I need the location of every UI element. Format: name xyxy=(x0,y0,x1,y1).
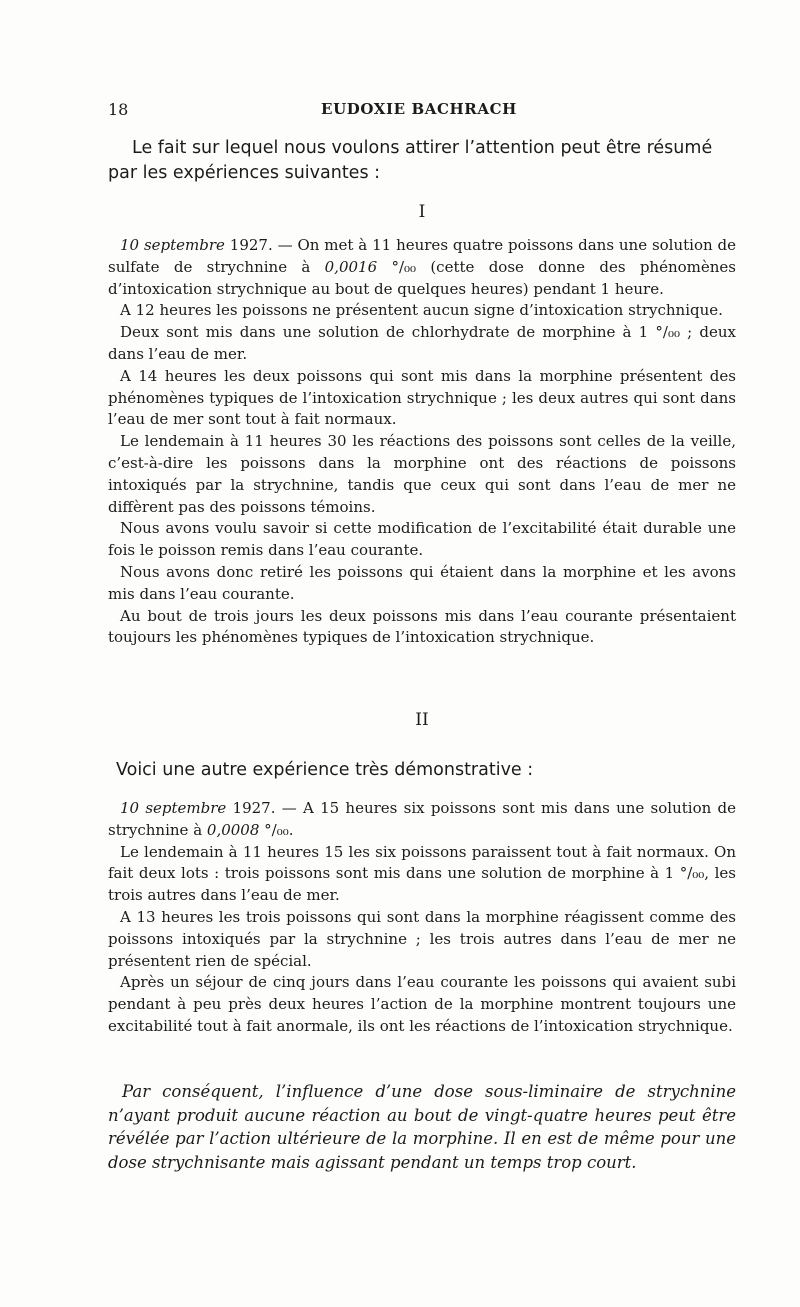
page-number: 18 xyxy=(108,100,129,119)
section-2-body xyxy=(108,798,736,1038)
section-1-body xyxy=(108,235,736,649)
paragraph: A 13 heures les trois poissons qui sont dans la morphine réagissent comme des poissons intoxiqués par la strychnine ; les trois autres dans l’eau de mer ne présentent rien de spécial. xyxy=(108,907,736,970)
dose-value: 0,0016 xyxy=(324,257,378,276)
paragraph: Nous avons donc retiré les poissons qui étaient dans la morphine et les avons mis dans l’eau courante. xyxy=(108,562,736,603)
section-number-1: I xyxy=(418,202,426,222)
paragraph: 10 septembre 1927. — On met à 11 heures quatre poissons dans une solution de sulfate de strychnine à 0,0016 °/₀₀ (cette dose donne des phénomènes d’intoxication strychnique au bout de quelques heures) pendant 1 heure. xyxy=(108,236,737,298)
experiment-date: 10 septembre xyxy=(120,799,227,817)
paragraph: Au bout de trois jours les deux poissons mis dans l’eau courante présentaient toujours les phénomènes typiques de l’intoxication strychnique. xyxy=(108,606,736,647)
paragraph: Nous avons voulu savoir si cette modification de l’excitabilité était durable une fois le poisson remis dans l’eau courante. xyxy=(108,519,736,560)
dose-value: 0,0008 xyxy=(206,820,260,839)
paragraph: Deux sont mis dans une solution de chlorhydrate de morphine à 1 °/₀₀ ; deux dans l’eau de mer. xyxy=(108,323,736,363)
intro-paragraph: Le fait sur lequel nous voulons attirer l’attention peut être résumé par les expériences suivantes : xyxy=(108,138,713,183)
paragraph: 10 septembre 1927. — A 15 heures six poissons sont mis dans une solution de strychnine à 0,0008 °/₀₀. xyxy=(108,799,736,839)
paragraph: Le lendemain à 11 heures 30 les réactions des poissons sont celles de la veille, c’est-à-dire les poissons dans la morphine ont des réactions de poissons intoxiqués par la strychnine, tandis que ceux qui sont dans l’eau de mer ne diffèrent pas des poissons témoins. xyxy=(108,432,736,516)
paragraph: A 14 heures les deux poissons qui sont mis dans la morphine présentent des phénomènes typiques de l’intoxication strychnique ; les deux autres qui sont dans l’eau de mer sont tout à fait normaux. xyxy=(108,366,736,429)
running-head xyxy=(108,100,730,124)
paragraph: Après un séjour de cinq jours dans l’eau courante les poissons qui avaient subi pendant à peu près deux heures l’action de la morphine montrent toujours une excitabilité tout à fait anormale, ils ont les réactions de l’intoxication strychnique. xyxy=(108,973,736,1035)
section-number-2: II xyxy=(415,710,429,730)
author-name: EUDOXIE BACHRACH xyxy=(321,100,517,118)
paragraph: Le lendemain à 11 heures 15 les six poissons paraissent tout à fait normaux. On fait deux lots : trois poissons sont mis dans une solution de morphine à 1 °/₀₀, les trois autres dans l’eau de mer. xyxy=(108,842,736,905)
section-2-lead: Voici une autre expérience très démonstrative : xyxy=(116,760,534,780)
paragraph: A 12 heures les poissons ne présentent aucun signe d’intoxication strychnique. xyxy=(120,301,723,320)
conclusion-paragraph: Par conséquent, l’influence d’une dose sous-liminaire de strychnine n’ayant produit aucune réaction au bout de vingt-quatre heures peut être révélée par l’action ultérieure de la morphine. Il en est de même pour une dose strychnisante mais agissant pendant un temps trop court. xyxy=(108,1082,736,1172)
experiment-date: 10 septembre xyxy=(120,236,225,254)
